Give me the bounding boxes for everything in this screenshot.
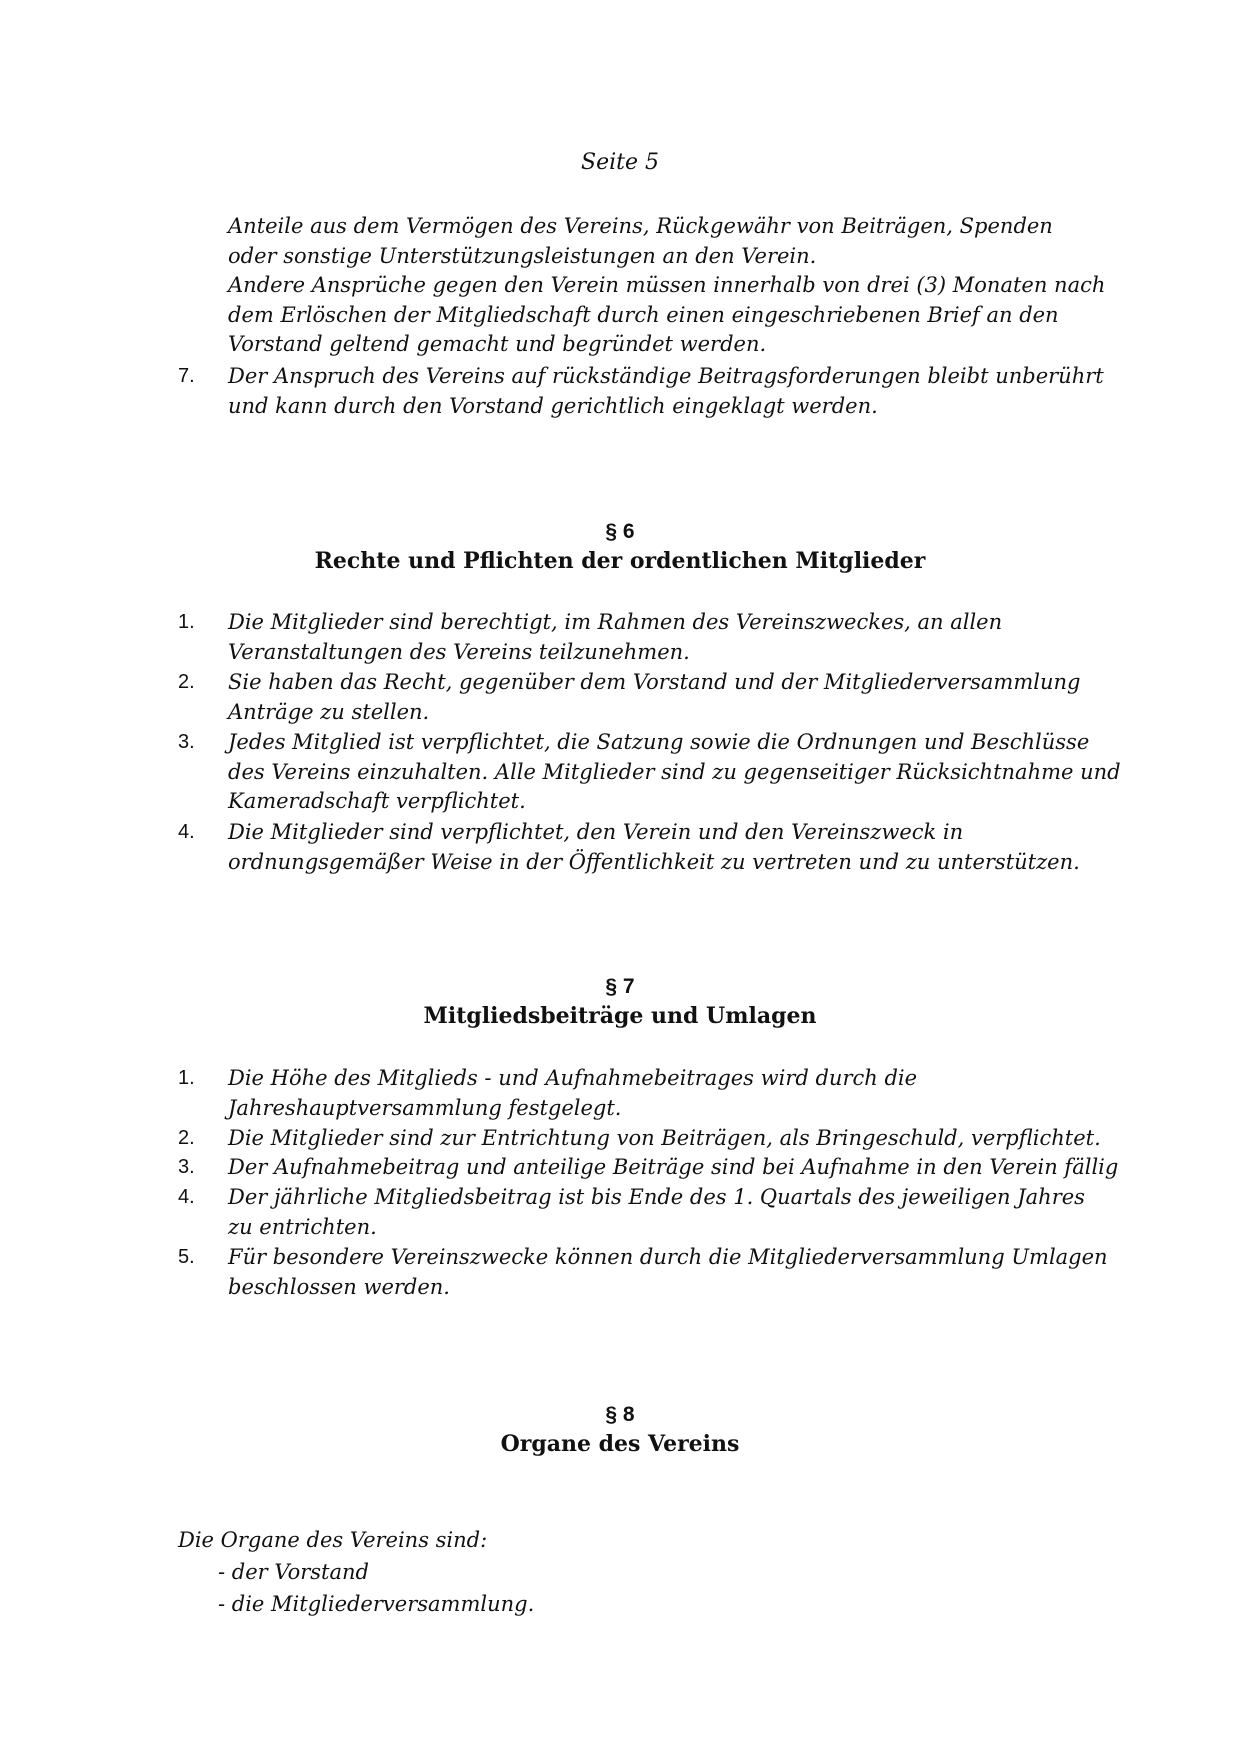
item-text [228,1183,1085,1242]
item-line: zu entrichten. [228,1214,377,1239]
item-text [228,362,1104,421]
item-line: Die Mitglieder sind verpflichtet, den Verein und den Vereinszweck in [228,820,964,844]
organs-intro: Die Organe des Vereins sind: [178,1528,488,1552]
section-number: § 8 [605,1403,635,1426]
item-number: 5. [178,1246,195,1268]
intro-line: oder sonstige Unterstützungsleistungen an den Verein. [228,243,817,268]
intro-line: dem Erlöschen der Mitgliedschaft durch einen eingeschriebenen Brief an den [228,302,1059,327]
item-line: Kameradschaft verpflichtet. [228,789,526,813]
item-number: 4. [178,821,195,843]
item-text [228,818,1080,877]
section-heading-7 [0,972,1240,1031]
section-number: § 7 [605,975,635,998]
item-number: 7. [178,365,195,387]
item-line: Anträge zu stellen. [228,699,430,724]
item-line: Die Höhe des Mitglieds - und Aufnahmebeitrages wird durch die [228,1066,918,1090]
item-line: Für besondere Vereinszwecke können durch die Mitgliederversammlung Umlagen [228,1245,1108,1269]
item-number: 1. [178,611,195,633]
item-text [228,1243,1108,1302]
item-line: ordnungsgemäßer Weise in der Öffentlichkeit zu vertreten und zu unterstützen. [228,849,1080,874]
section-heading-6 [0,517,1240,576]
item-text [228,728,1121,817]
intro-line: Andere Ansprüche gegen den Verein müssen innerhalb von drei (3) Monaten nach [228,273,1106,297]
item-line: Der Aufnahmebeitrag und anteilige Beiträge sind bei Aufnahme in den Verein fällig [228,1155,1119,1179]
item-number: 3. [178,731,195,753]
item-text [228,668,1080,727]
item-text [228,1064,917,1123]
item-number: 3. [178,1156,195,1178]
item-text [228,1124,1101,1154]
item-number: 2. [178,1127,195,1149]
section-title: Organe des Vereins [500,1431,740,1457]
item-line: Die Mitglieder sind zur Entrichtung von Beiträgen, als Bringeschuld, verpflichtet. [228,1126,1101,1150]
intro-paragraph [228,212,1105,360]
intro-line: Vorstand geltend gemacht und begründet werden. [228,332,767,356]
item-number: 4. [178,1186,195,1208]
section-heading-8 [0,1400,1240,1459]
page-number: Seite 5 [581,150,659,175]
organ-list-item: - die Mitgliederversammlung. [218,1592,535,1616]
item-line: Die Mitglieder sind berechtigt, im Rahmen des Vereinszweckes, an allen [228,610,1003,634]
item-number: 1. [178,1067,195,1089]
section-title: Rechte und Pflichten der ordentlichen Mitglieder [314,548,926,574]
item-line: des Vereins einzuhalten. Alle Mitglieder sind zu gegenseitiger Rücksichtnahme und [228,759,1121,784]
item-line: beschlossen werden. [228,1274,450,1299]
item-line: Veranstaltungen des Vereins teilzunehmen. [228,639,690,664]
section-number: § 6 [605,520,635,543]
item-line: Der Anspruch des Vereins auf rückständige Beitragsforderungen bleibt unberührt [228,364,1104,388]
intro-line: Anteile aus dem Vermögen des Vereins, Rückgewähr von Beiträgen, Spenden [228,214,1053,238]
section-title: Mitgliedsbeiträge und Umlagen [423,1003,817,1029]
item-text [228,608,1002,667]
item-line: und kann durch den Vorstand gerichtlich eingeklagt werden. [228,393,878,418]
item-line: Der jährliche Mitgliedsbeitrag ist bis Ende des 1. Quartals des jeweiligen Jahres [228,1185,1085,1209]
item-line: Jahreshauptversammlung festgelegt. [228,1095,622,1120]
item-line: Jedes Mitglied ist verpflichtet, die Satzung sowie die Ordnungen und Beschlüsse [228,730,1090,754]
item-number: 2. [178,671,195,693]
item-line: Sie haben das Recht, gegenüber dem Vorstand und der Mitgliederversammlung [228,670,1081,694]
organ-list-item: - der Vorstand [218,1560,369,1584]
item-text [228,1153,1118,1183]
